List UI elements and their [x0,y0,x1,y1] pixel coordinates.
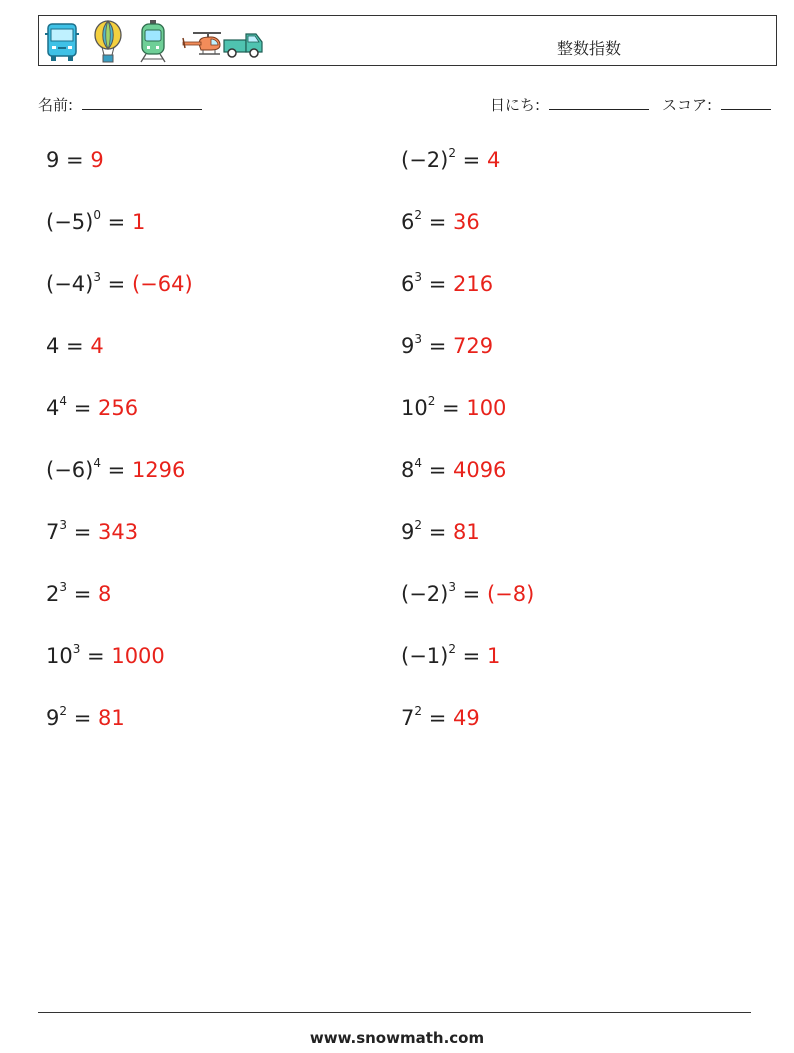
score-field [662,94,771,115]
problem-answer: 343 [97,520,139,544]
problem-answer: 729 [452,334,494,358]
hot-air-balloon-icon [93,20,123,64]
date-field [490,94,649,115]
problem-exponent: 4 [414,456,423,470]
problem-base: 9 [401,334,415,358]
problem-base: 7 [401,706,415,730]
problem-item: $(-6)^4 = 1296$ [46,456,186,482]
problem-answer: (−64) [131,272,193,296]
problem-item: $10^2 = 100$ [401,394,507,420]
problem-base: 2 [46,582,60,606]
problem-item: $9^3 = 729$ [401,332,494,358]
problem-exponent: 2 [427,394,436,408]
problem-answer: 1 [131,210,146,234]
problem-base: 10 [401,396,428,420]
problem-item: $2^3 = 8$ [46,580,112,606]
problem-item: $(-2)^2 = 4$ [401,146,501,172]
problem-item: 4 = 4 [46,334,104,358]
helicopter-icon [181,20,223,64]
problem-answer: 4096 [452,458,507,482]
problem-item: $(-1)^2 = 1$ [401,642,501,668]
problem-exponent: 3 [93,270,101,284]
problem-answer: 216 [452,272,494,296]
problem-answer: 81 [452,520,480,544]
problem-answer: 8 [97,582,112,606]
problem-answer: 81 [97,706,125,730]
problem-item: $7^2 = 49$ [401,704,480,730]
problem-answer: (−8) [486,582,535,606]
problem-exponent: 3 [72,642,81,656]
problem-exponent: 3 [414,270,423,284]
problem-exponent: 3 [59,580,68,594]
problem-base: (−5) [46,210,94,234]
problem-base: 9 [46,706,60,730]
problem-answer: 1296 [131,458,186,482]
problem-answer: 4 [486,148,501,172]
score-label: スコア: [662,96,713,114]
problem-item: $6^2 = 36$ [401,208,480,234]
problem-exponent: 2 [59,704,68,718]
problem-exponent: 0 [93,208,101,222]
problem-exponent: 2 [448,146,456,160]
problem-item: $10^3 = 1000$ [46,642,165,668]
problem-item: $6^3 = 216$ [401,270,494,296]
problem-base: 6 [401,210,415,234]
problem-item: $4^4 = 256$ [46,394,139,420]
footer-site: www.snowmath.com [309,1029,485,1047]
truck-icon [223,20,265,64]
problem-answer: 9 [90,148,104,172]
problem-answer: 49 [452,706,480,730]
date-blank[interactable] [549,95,649,110]
problem-exponent: 2 [448,642,456,656]
problem-item: $7^3 = 343$ [46,518,139,544]
problem-item: $9^2 = 81$ [401,518,480,544]
problem-exponent: 3 [448,580,456,594]
problem-base: (−2) [401,148,449,172]
problem-base: (−6) [46,458,94,482]
problem-item: 9 = 9 [46,148,104,172]
score-blank[interactable] [721,95,771,110]
problem-base: 9 [401,520,415,544]
problem-answer: 1 [486,644,501,668]
bus-icon [45,20,79,62]
problem-base: 7 [46,520,60,544]
problem-item: $8^4 = 4096$ [401,456,507,482]
problem-base: 4 [46,334,60,358]
worksheet-header [38,15,777,66]
tram-icon [137,20,169,64]
name-field [38,94,202,115]
problem-item: $(-2)^3 = (-8)$ [401,580,535,606]
problem-answer: 36 [452,210,480,234]
problem-exponent: 2 [414,704,423,718]
problem-base: (−4) [46,272,94,296]
problem-base: (−2) [401,582,449,606]
problem-base: 10 [46,644,73,668]
problem-base: 9 [46,148,60,172]
problem-answer: 1000 [111,644,165,668]
problem-answer: 4 [90,334,104,358]
problem-exponent: 2 [414,208,423,222]
problem-exponent: 2 [414,518,423,532]
problem-exponent: 4 [59,394,68,408]
date-label: 日にち: [490,96,541,114]
problem-answer: 100 [466,396,507,420]
problem-item: $9^2 = 81$ [46,704,125,730]
name-blank[interactable] [82,95,202,110]
problem-answer: 256 [97,396,139,420]
problem-exponent: 3 [414,332,423,346]
problem-base: 6 [401,272,415,296]
problem-base: (−1) [401,644,449,668]
problem-base: 8 [401,458,415,482]
problem-exponent: 3 [59,518,68,532]
problem-item: $(-5)^0 = 1$ [46,208,146,234]
problem-exponent: 4 [93,456,101,470]
problem-base: 4 [46,396,60,420]
footer-divider [38,1012,751,1013]
problem-item: $(-4)^3 = (-64)$ [46,270,193,296]
name-label: 名前: [38,96,74,114]
worksheet-title: 整数指数 [557,39,622,58]
